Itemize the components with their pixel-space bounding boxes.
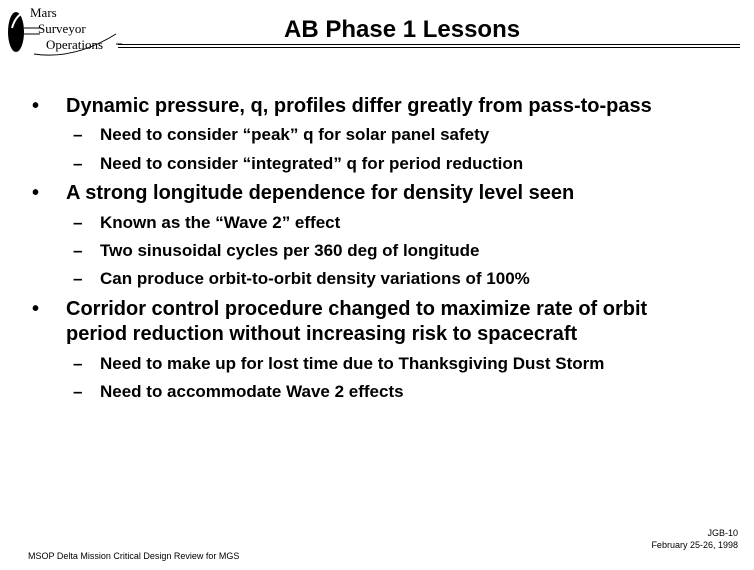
sub-text: Known as the “Wave 2” effect	[100, 213, 341, 232]
sub-text: Need to consider “integrated” q for period reduction	[100, 154, 524, 173]
footer-date: February 25-26, 1998	[651, 540, 738, 550]
slide-title: AB Phase 1 Lessons	[284, 16, 521, 43]
sub-text: Can produce orbit-to-orbit density variations of 100%	[100, 269, 530, 288]
dash-marker: –	[73, 213, 83, 232]
sub-text: Need to make up for lost time due to Thanksgiving Dust Storm	[100, 354, 605, 373]
bullet-text: Dynamic pressure, q, profiles differ greatly from pass-to-pass	[66, 95, 652, 117]
sub-text: Two sinusoidal cycles per 360 deg of longitude	[100, 241, 480, 260]
logo-line-3: Operations	[46, 37, 104, 52]
bullet-text-line-1: Corridor control procedure changed to maximize rate of orbit	[66, 298, 648, 320]
dash-marker: –	[73, 354, 83, 373]
title-rule	[118, 44, 740, 45]
dash-marker: –	[73, 241, 83, 260]
dash-marker: –	[73, 382, 83, 401]
title-rule-lower	[118, 47, 740, 48]
sub-text: Need to accommodate Wave 2 effects	[100, 382, 404, 401]
dash-marker: –	[73, 125, 83, 144]
footer-review-title: MSOP Delta Mission Critical Design Review for MGS	[28, 551, 240, 561]
logo-line-2: Surveyor	[38, 21, 86, 36]
footer-doc-id: JGB-10	[707, 528, 738, 538]
bullet-marker: •	[32, 182, 40, 204]
mars-surveyor-logo	[4, 4, 122, 56]
dash-marker: –	[73, 269, 83, 288]
sub-text: Need to consider “peak” q for solar panel safety	[100, 125, 490, 144]
dash-marker: –	[73, 154, 83, 173]
bullet-text-line-2: period reduction without increasing risk to spacecraft	[66, 323, 578, 345]
bullet-text: A strong longitude dependence for density level seen	[66, 182, 575, 204]
bullet-marker: •	[32, 95, 40, 117]
logo-line-1: Mars	[30, 5, 57, 20]
bullet-marker: •	[32, 298, 40, 320]
